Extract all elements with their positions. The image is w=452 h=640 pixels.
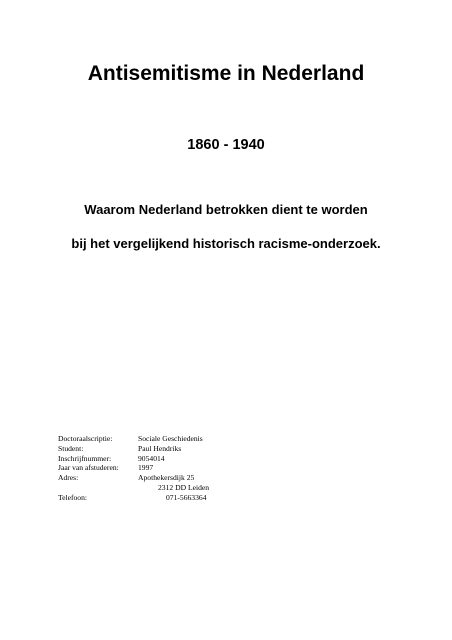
info-label: Telefoon:: [58, 492, 87, 502]
document-title: Antisemitisme in Nederland: [87, 62, 365, 85]
student-info-block: [58, 434, 209, 503]
info-label: Jaar van afstuderen:: [58, 463, 119, 473]
info-row-registration: [58, 454, 209, 464]
document-subtitle: [0, 193, 452, 261]
info-value: Paul Hendriks: [138, 443, 182, 453]
info-row-phone: [58, 493, 209, 503]
info-label: Doctoraalscriptie:: [58, 434, 113, 443]
info-row-thesis: [58, 434, 209, 444]
subtitle-line-2: bij het vergelijkend historisch racisme-onderzoek.: [71, 236, 381, 251]
info-label: Adres:: [58, 473, 79, 483]
info-label: Inschrijfnummer:: [58, 453, 112, 463]
info-row-graduation-year: [58, 463, 209, 473]
info-value: 9054014: [138, 453, 165, 463]
year-range: 1860 - 1940: [187, 137, 265, 153]
info-value: Sociale Geschiedenis: [138, 434, 203, 443]
info-row-address: [58, 473, 209, 483]
info-value: 2312 DD Leiden: [158, 482, 210, 492]
info-value: Apothekersdijk 25: [138, 473, 195, 483]
info-row-student: [58, 444, 209, 454]
info-label: Student:: [58, 443, 84, 453]
subtitle-line-1: Waarom Nederland betrokken dient te worden: [84, 202, 368, 217]
info-value: 1997: [138, 463, 154, 473]
info-row-address-city: [58, 483, 209, 493]
info-label: [58, 483, 138, 493]
info-value: 071-5663364: [166, 492, 207, 502]
